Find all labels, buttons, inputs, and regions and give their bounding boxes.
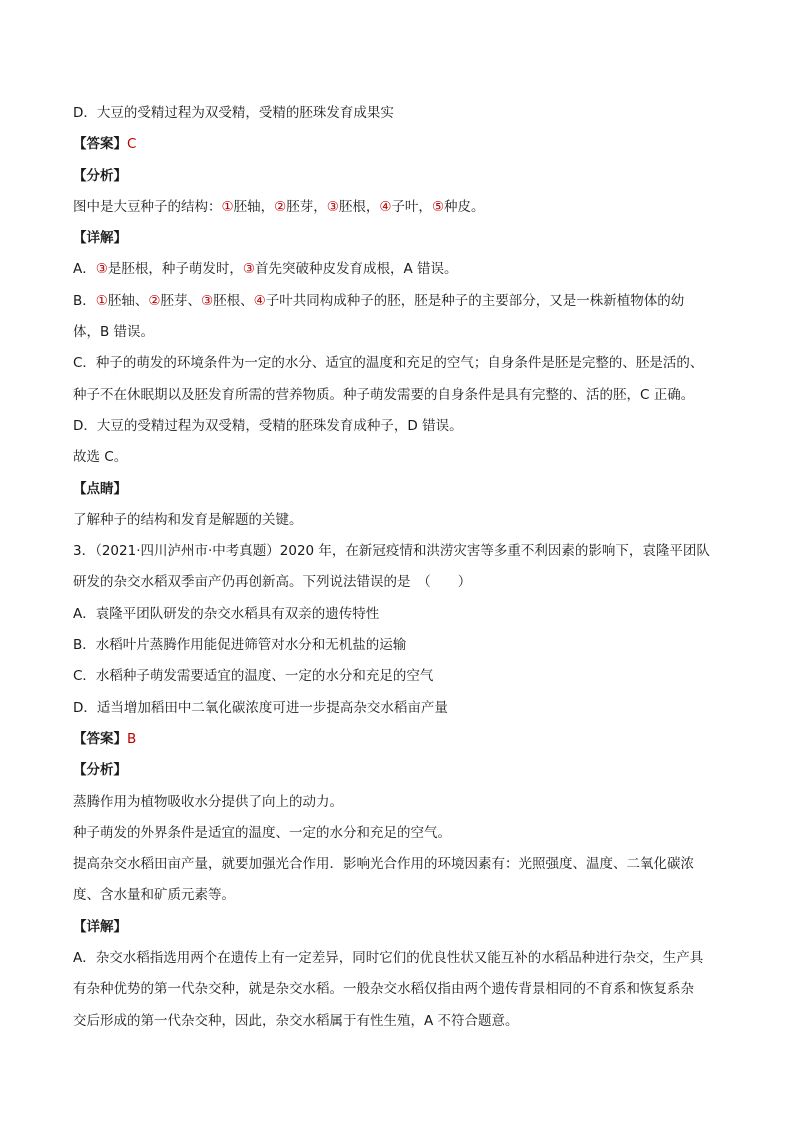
text-span: 种子萌发的外界条件是适宜的温度、一定的水分和充足的空气。 [73, 824, 451, 841]
section-tag: 【详解】 [73, 230, 127, 247]
text-span: 首先突破种皮发育成根，A 错误。 [254, 261, 458, 278]
text-line [73, 223, 733, 254]
circled-number: ④ [379, 198, 392, 215]
text-span: 是胚根，种子萌发时， [107, 261, 243, 278]
text-span: A．杂交水稻指选用两个在遗传上有一定差异，同时它们的优良性状又能互补的水稻品种进行杂交，生产具 [73, 950, 704, 967]
section-tag: 【答案】 [73, 136, 127, 153]
text-span: 了解种子的结构和发育是解题的关键。 [73, 511, 303, 528]
text-line [73, 880, 733, 911]
text-span: 子叶共同构成种子的胚，胚是种子的主要部分，又是一株新植物体的幼 [265, 292, 685, 309]
text-span: C．水稻种子萌发需要适宜的温度、一定的水分和充足的空气 [73, 668, 434, 685]
text-line [73, 787, 733, 818]
text-span: 研发的杂交水稻双季亩产仍再创新高。下列说法错误的是 （ ） [73, 574, 472, 591]
text-span: C．种子的萌发的环境条件为一定的水分、适宜的温度和充足的空气；自身条件是胚是完整的、胚是活的、 [73, 355, 704, 372]
text-span: 体，B 错误。 [73, 324, 155, 341]
section-tag: 【点睛】 [73, 480, 127, 497]
text-span: B．水稻叶片蒸腾作用能促进筛管对水分和无机盐的运输 [73, 637, 407, 654]
text-line [73, 192, 733, 223]
circled-number: ⑤ [431, 198, 445, 215]
text-span: B． [73, 292, 96, 309]
circled-number: ③ [95, 261, 108, 278]
text-line [73, 693, 733, 724]
text-line [73, 317, 733, 348]
text-line [73, 286, 733, 317]
text-line [73, 254, 733, 285]
text-line [73, 161, 733, 192]
text-line [73, 348, 733, 379]
text-span: 种皮。 [444, 198, 485, 215]
text-span: A． [73, 261, 96, 278]
circled-number: ① [95, 292, 108, 309]
circled-number: ② [148, 292, 161, 309]
text-span: 交后形成的第一代杂交种，因此，杂交水稻属于有性生殖，A 不符合题意。 [73, 1012, 519, 1029]
text-span: 胚根、 [213, 292, 254, 309]
text-span: 度、含水量和矿质元素等。 [73, 887, 235, 904]
text-line [73, 818, 733, 849]
text-line [73, 505, 733, 536]
circled-number: ③ [326, 198, 339, 215]
answer-value: B [127, 730, 137, 747]
circled-number: ④ [253, 292, 266, 309]
text-span: D．大豆的受精过程为双受精，受精的胚珠发育成种子，D 错误。 [73, 417, 463, 434]
answer-value: C [127, 136, 137, 153]
text-line [73, 599, 733, 630]
circled-number: ② [274, 198, 287, 215]
text-span: 胚轴， [233, 198, 275, 215]
text-line [73, 630, 733, 661]
text-line [73, 380, 733, 411]
document-page [73, 98, 733, 1037]
text-span: 胚芽、 [160, 292, 201, 309]
circled-number: ③ [242, 261, 255, 278]
text-line [73, 536, 733, 567]
text-line [73, 474, 733, 505]
text-span: D．大豆的受精过程为双受精，受精的胚珠发育成果实 [73, 105, 394, 121]
text-span: 胚根， [338, 198, 380, 215]
text-line [73, 974, 733, 1005]
text-span: 胚轴、 [107, 292, 149, 309]
text-line [73, 567, 733, 598]
text-span: 有杂种优势的第一代杂交种，就是杂交水稻。一般杂交水稻仅指由两个遗传背景相同的不育系和恢复系杂 [73, 981, 694, 998]
text-line [73, 411, 733, 442]
circled-number: ① [221, 198, 234, 215]
text-span: 蒸腾作用为植物吸收水分提供了向上的动力。 [73, 793, 343, 810]
text-span: A．袁隆平团队研发的杂交水稻具有双亲的遗传特性 [73, 605, 380, 622]
section-tag: 【分析】 [73, 762, 127, 779]
section-tag: 【详解】 [73, 918, 127, 935]
section-tag: 【答案】 [73, 730, 127, 747]
text-span: 提高杂交水稻田亩产量，就要加强光合作用．影响光合作用的环境因素有：光照强度、温度、二氧化碳浓 [73, 856, 694, 873]
text-span: 3．（2021·四川泸州市·中考真题）2020 年，在新冠疫情和洪涝灾害等多重不利因素的影响下，袁隆平团队 [73, 543, 710, 560]
text-span: 故选 C。 [73, 449, 128, 466]
text-span: 子叶， [391, 198, 432, 215]
text-line [73, 98, 733, 129]
text-span: 胚芽， [286, 198, 327, 215]
text-span: 种子不在休眠期以及胚发育所需的营养物质。种子萌发需要的自身条件是具有完整的、活的胚，C 正确。 [73, 386, 695, 403]
text-line [73, 661, 733, 692]
text-line [73, 129, 733, 160]
text-line [73, 755, 733, 786]
text-span: D．适当增加稻田中二氧化碳浓度可进一步提高杂交水稻亩产量 [73, 699, 448, 716]
circled-number: ③ [200, 292, 214, 309]
text-line [73, 849, 733, 880]
text-line [73, 442, 733, 473]
text-line [73, 912, 733, 943]
text-line [73, 943, 733, 974]
text-span: 图中是大豆种子的结构： [73, 198, 222, 215]
text-line [73, 724, 733, 755]
text-line [73, 1006, 733, 1037]
section-tag: 【分析】 [73, 167, 127, 184]
